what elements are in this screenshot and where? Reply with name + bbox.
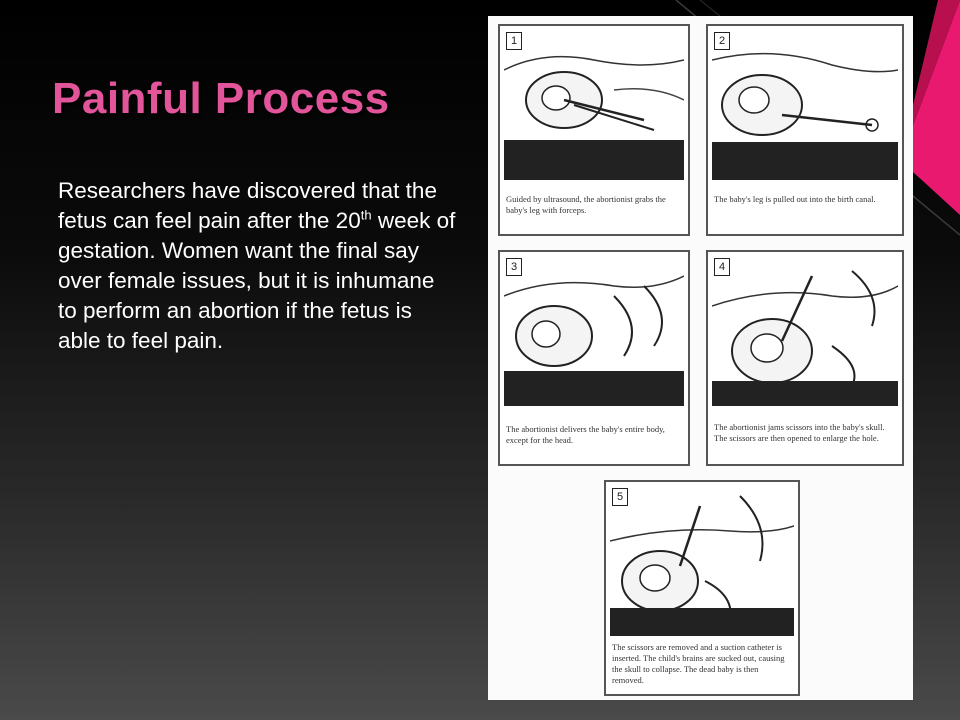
panel-2-drawing bbox=[712, 30, 898, 180]
slide-title: Painful Process bbox=[52, 74, 390, 123]
panel-caption: Guided by ultrasound, the abortionist grabs the baby's leg with forceps. bbox=[506, 194, 666, 215]
panel-number: 2 bbox=[714, 32, 730, 50]
slide-body-text bbox=[58, 176, 458, 356]
illustration-panel-1 bbox=[498, 24, 690, 236]
panel-4-drawing bbox=[712, 256, 898, 406]
panel-caption: The scissors are removed and a suction catheter is inserted. The child's brains are sucked out, causing the skull to collapse. The dead baby is then removed. bbox=[612, 642, 785, 685]
body-text-superscript: th bbox=[360, 207, 372, 223]
panel-caption: The abortionist jams scissors into the baby's skull. The scissors are then opened to enlarge the hole. bbox=[714, 422, 885, 443]
illustration-panel-4 bbox=[706, 250, 904, 466]
panel-number: 4 bbox=[714, 258, 730, 276]
illustration-panel-3 bbox=[498, 250, 690, 466]
illustration-panel-2 bbox=[706, 24, 904, 236]
panel-number: 1 bbox=[506, 32, 522, 50]
panel-number: 5 bbox=[612, 488, 628, 506]
panel-number: 3 bbox=[506, 258, 522, 276]
procedure-illustration bbox=[488, 16, 913, 700]
illustration-panel-5 bbox=[604, 480, 800, 696]
panel-5-drawing bbox=[610, 486, 794, 636]
body-text-suffix: week of gestation. Women want the final say over female issues, but it is inhumane to perform an abortion if the fetus is able to feel pain. bbox=[58, 208, 456, 353]
panel-caption: The abortionist delivers the baby's entire body, except for the head. bbox=[506, 424, 665, 445]
panel-caption: The baby's leg is pulled out into the birth canal. bbox=[714, 194, 876, 204]
panel-1-drawing bbox=[504, 30, 684, 180]
body-text-prefix: Researchers have discovered that the fetus can feel pain after the 20 bbox=[58, 178, 437, 233]
panel-3-drawing bbox=[504, 256, 684, 406]
